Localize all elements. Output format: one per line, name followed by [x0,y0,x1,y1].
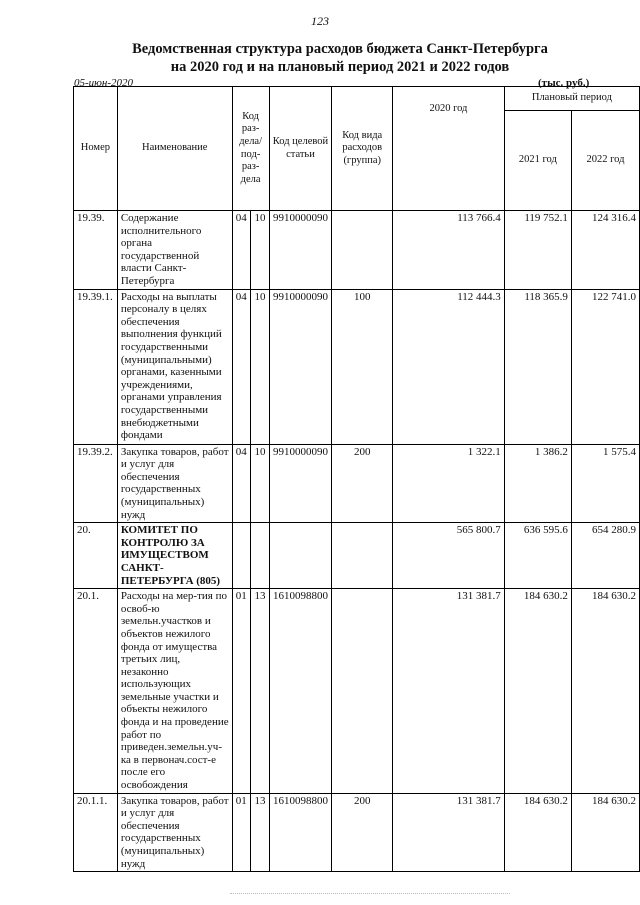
title-line-1: Ведомственная структура расходов бюджета Санкт-Петербурга [132,41,548,57]
row-number: 20.1. [74,589,118,794]
row-subsection: 13 [250,793,269,872]
page-number: 123 [311,14,329,28]
row-value-2022: 654 280.9 [571,523,639,589]
table-row [74,589,640,794]
table-row [74,523,640,589]
row-target: 9910000090 [269,289,332,444]
row-type [332,589,393,794]
row-section: 01 [232,589,250,794]
document-title [60,40,620,76]
row-number: 20.1.1. [74,793,118,872]
row-value-2020: 112 444.3 [393,289,505,444]
row-value-2021: 636 595.6 [504,523,571,589]
row-subsection: 13 [250,589,269,794]
row-subsection [250,523,269,589]
row-section: 01 [232,793,250,872]
row-section: 04 [232,444,250,523]
row-subsection: 10 [250,444,269,523]
row-value-2020: 565 800.7 [393,523,505,589]
row-type [332,523,393,589]
row-name: Расходы на мер-тия по освоб-ю земельн.участков и объектов нежилого фонда от имущества третьих лиц, незаконно использующих земельные участки и объекты нежилого фонда и на проведение работ по приведен.земельн.уч-ка в первонач.сост-е после его освобождения [117,589,232,794]
row-type: 200 [332,793,393,872]
title-line-2: на 2020 год и на плановый период 2021 и 2022 годов [170,59,510,75]
row-name: Закупка товаров, работ и услуг для обеспечения государственных (муниципальных) нужд [117,444,232,523]
row-value-2021: 184 630.2 [504,589,571,794]
table-row [74,289,640,444]
row-value-2020: 1 322.1 [393,444,505,523]
footer-scan-artifact [230,893,510,896]
table-header [74,87,640,211]
header-name: Наименование [117,87,232,211]
header-year-2022: 2022 год [571,111,639,211]
row-value-2022: 1 575.4 [571,444,639,523]
row-value-2021: 118 365.9 [504,289,571,444]
row-type: 100 [332,289,393,444]
header-section-code: Код раз-дела/ под-раз-дела [232,87,269,211]
row-target: 9910000090 [269,211,332,290]
header-plan-period: Плановый период [504,87,639,111]
row-subsection: 10 [250,289,269,444]
document-date: 05-июн-2020 [74,77,134,89]
row-number: 20. [74,523,118,589]
row-name: КОМИТЕТ ПО КОНТРОЛЮ ЗА ИМУЩЕСТВОМ САНКТ-ПЕТЕРБУРГА (805) [117,523,232,589]
row-number: 19.39.1. [74,289,118,444]
row-value-2020: 113 766.4 [393,211,505,290]
row-value-2021: 184 630.2 [504,793,571,872]
header-number: Номер [74,87,118,211]
row-section [232,523,250,589]
row-type [332,211,393,290]
row-value-2021: 1 386.2 [504,444,571,523]
row-name: Содержание исполнительного органа государственной власти Санкт-Петербурга [117,211,232,290]
table-body [74,211,640,872]
row-number: 19.39. [74,211,118,290]
row-number: 19.39.2. [74,444,118,523]
row-name: Закупка товаров, работ и услуг для обеспечения государственных (муниципальных) нужд [117,793,232,872]
table-row [74,444,640,523]
row-target: 1610098800 [269,589,332,794]
row-value-2022: 184 630.2 [571,589,639,794]
header-target-code: Код целевой статьи [269,87,332,211]
row-subsection: 10 [250,211,269,290]
row-value-2021: 119 752.1 [504,211,571,290]
row-value-2020: 131 381.7 [393,793,505,872]
header-year-2020: 2020 год [393,87,505,211]
table-row [74,211,640,290]
row-target: 1610098800 [269,793,332,872]
row-target [269,523,332,589]
row-section: 04 [232,211,250,290]
row-value-2022: 124 316.4 [571,211,639,290]
row-target: 9910000090 [269,444,332,523]
header-expense-type: Код вида расходов (группа) [332,87,393,211]
row-value-2022: 184 630.2 [571,793,639,872]
budget-table [73,86,640,872]
row-section: 04 [232,289,250,444]
header-year-2021: 2021 год [504,111,571,211]
table-row [74,793,640,872]
units-label: (тыс. руб.) [538,77,590,89]
row-type: 200 [332,444,393,523]
row-name: Расходы на выплаты персоналу в целях обеспечения выполнения функций государственными (муниципальными) органами, казенными учреждениями, органами управления государственными внебюджетными фондами [117,289,232,444]
row-value-2022: 122 741.0 [571,289,639,444]
row-value-2020: 131 381.7 [393,589,505,794]
